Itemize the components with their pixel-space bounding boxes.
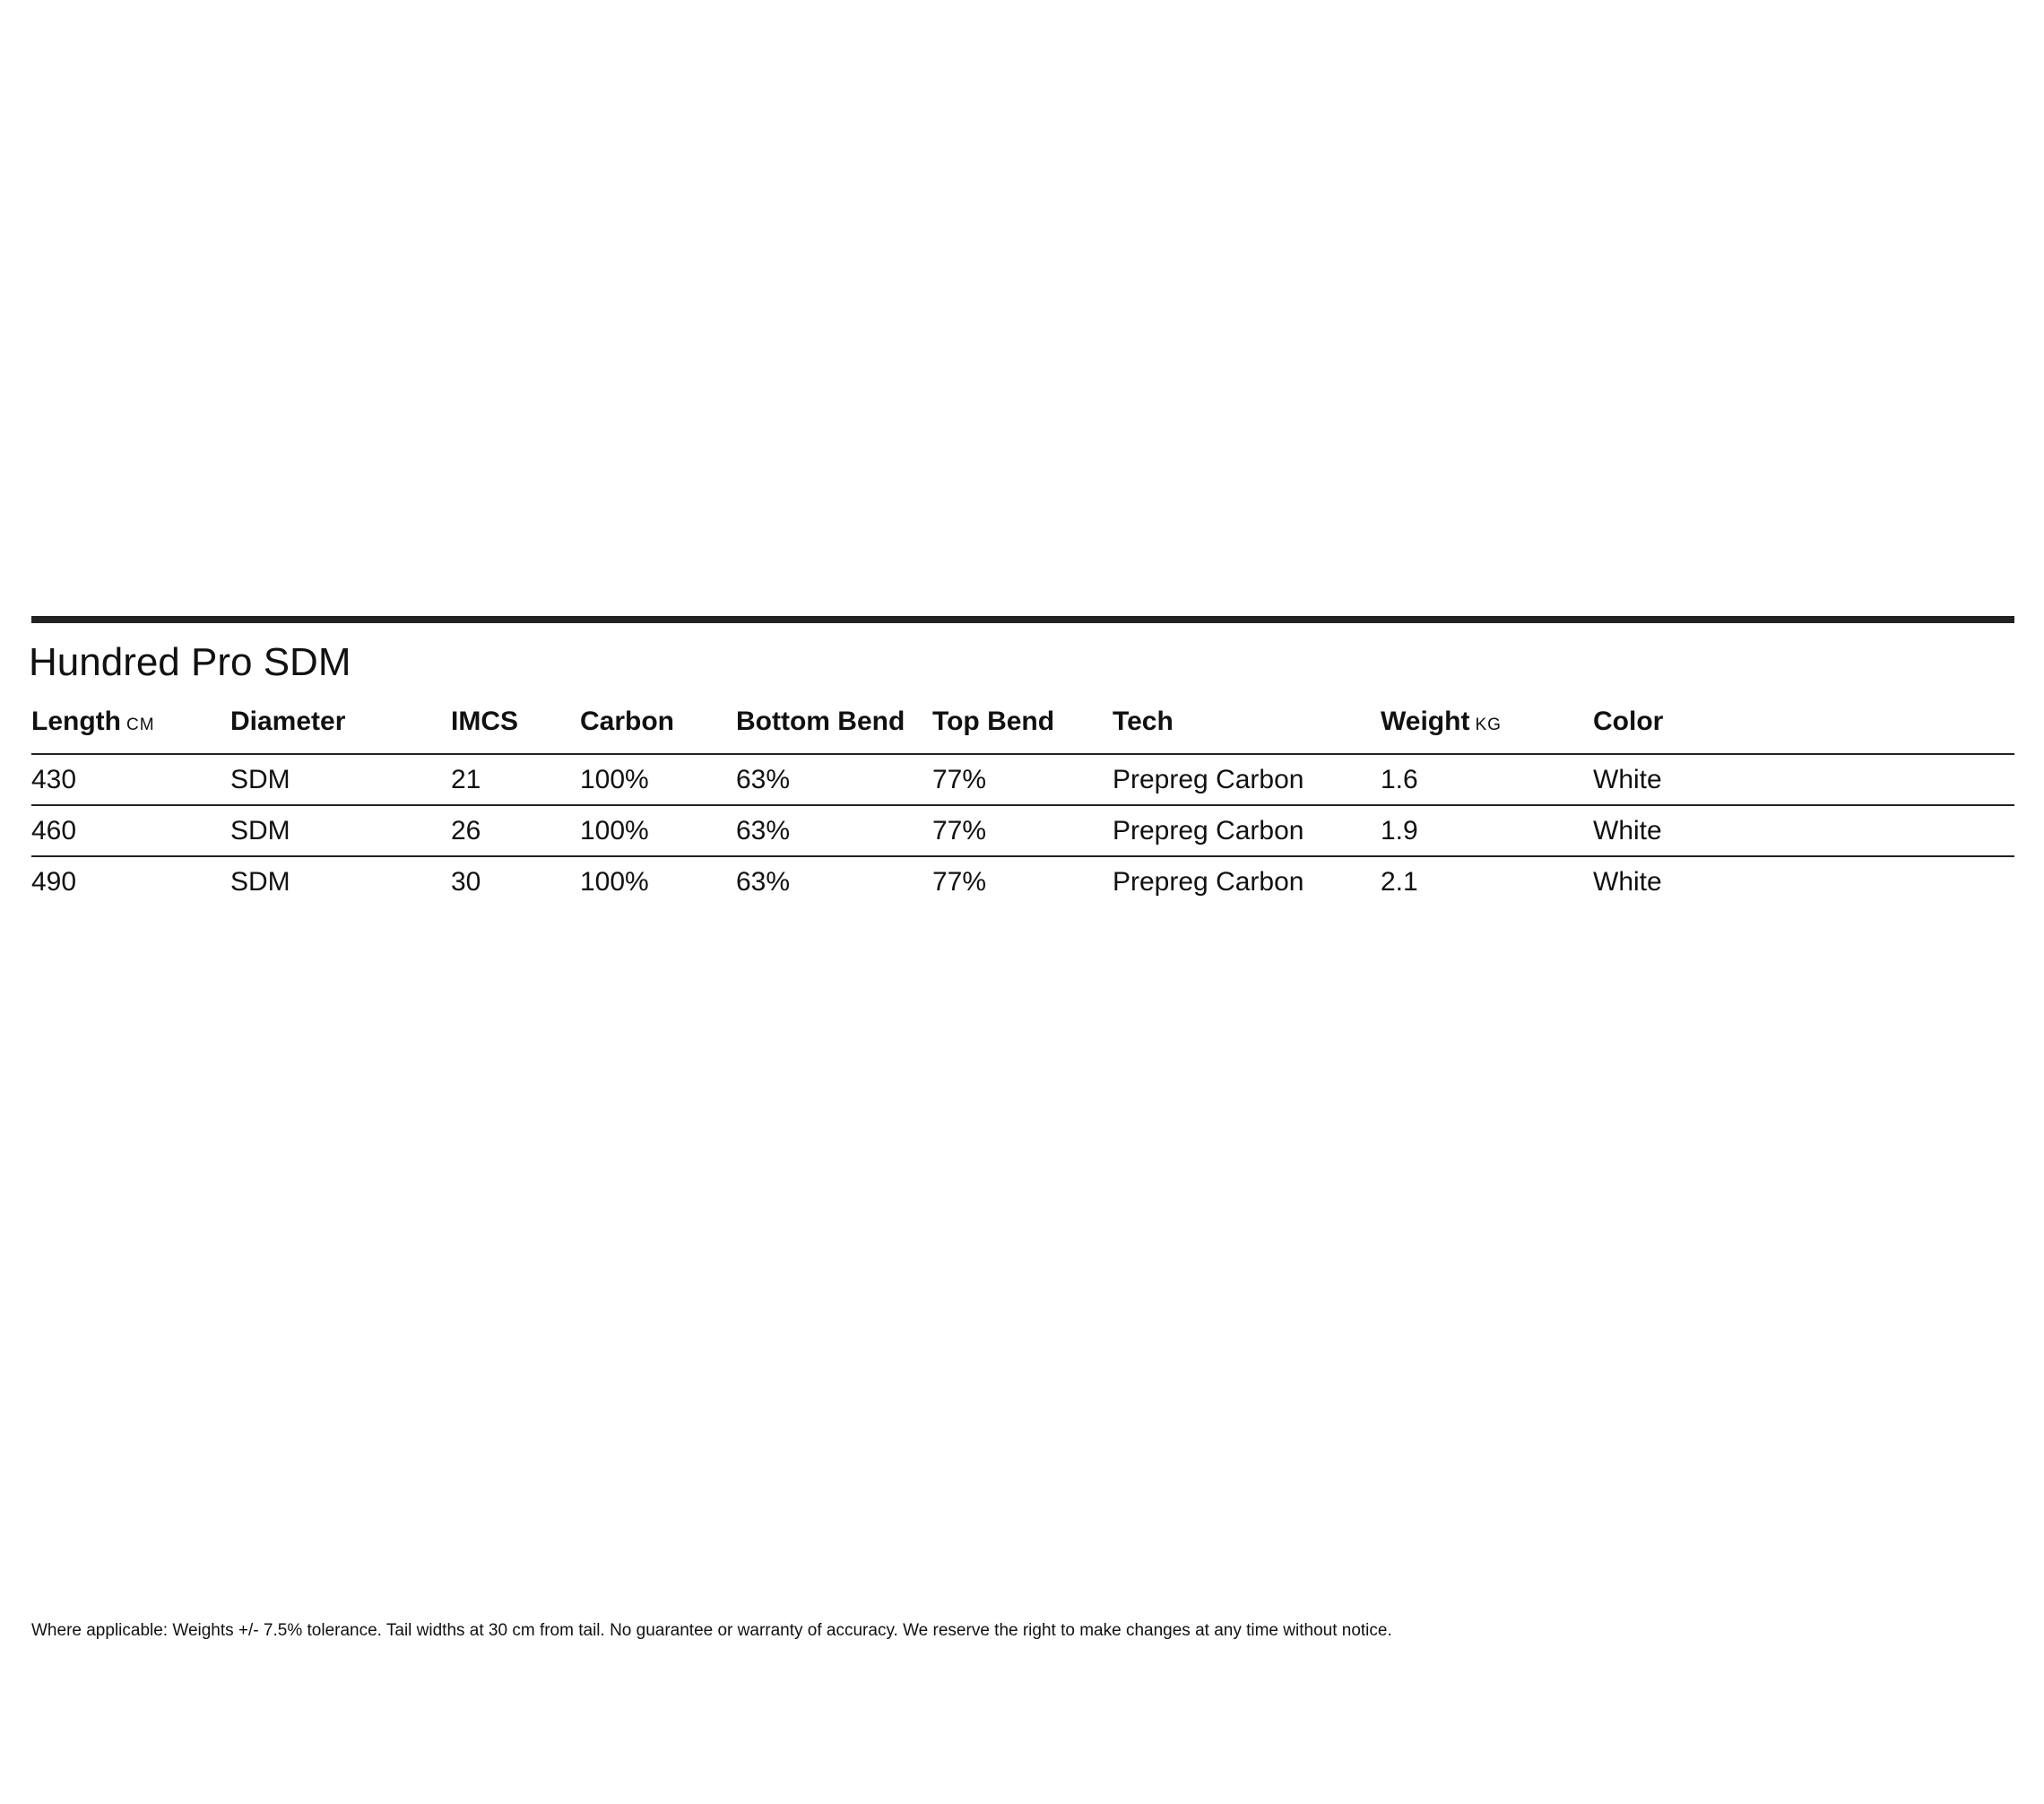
cell-bottom-bend: 63% — [736, 754, 932, 805]
cell-tech: Prepreg Carbon — [1113, 805, 1381, 856]
column-header-color: Color — [1593, 701, 2014, 754]
cell-length: 490 — [31, 866, 77, 897]
cell-diameter: SDM — [230, 754, 451, 805]
table-row — [31, 805, 2014, 856]
column-header-bottom-bend: Bottom Bend — [736, 701, 932, 754]
cell-imcs: 26 — [451, 805, 580, 856]
table-row — [31, 754, 2014, 805]
cell-imcs: 21 — [451, 754, 580, 805]
table-header-row — [31, 701, 2014, 754]
disclaimer-footnote: Where applicable: Weights +/- 7.5% tolerance. Tail widths at 30 cm from tail. No guarantee or warranty of accuracy. We reserve the right to make changes at any time without notice. — [31, 1621, 1392, 1640]
spec-block — [31, 616, 2014, 906]
cell-color: White — [1593, 754, 2014, 805]
cell-diameter: SDM — [230, 866, 290, 897]
column-header-top-bend: Top Bend — [932, 701, 1113, 754]
cell-tech: Prepreg Carbon — [1113, 754, 1381, 805]
product-title: Hundred Pro SDM — [29, 640, 351, 684]
column-header-diameter: Diameter — [230, 701, 451, 754]
table-row — [31, 856, 2014, 906]
cell-weight: 1.6 — [1381, 754, 1593, 805]
cell-carbon: 100% — [580, 754, 736, 805]
cell-bottom-bend: 63% — [736, 866, 791, 897]
column-header-length: Length CM — [31, 701, 230, 754]
column-header-weight: Weight KG — [1381, 701, 1593, 754]
spec-table — [31, 701, 2014, 906]
cell-length: 430 — [31, 754, 230, 805]
cell-length: 460 — [31, 805, 230, 856]
cell-top-bend: 77% — [932, 805, 1113, 856]
unit-label: CM — [126, 716, 155, 734]
cell-tech: Prepreg Carbon — [1113, 866, 1304, 897]
cell-carbon: 100% — [580, 805, 736, 856]
cell-carbon: 100% — [580, 866, 649, 897]
cell-color: White — [1593, 866, 1662, 897]
unit-label: KG — [1475, 716, 1502, 734]
cell-weight: 1.9 — [1381, 805, 1593, 856]
column-header-imcs: IMCS — [451, 701, 580, 754]
top-divider — [31, 616, 2014, 623]
cell-bottom-bend: 63% — [736, 805, 932, 856]
cell-top-bend: 77% — [932, 866, 987, 897]
cell-weight: 2.1 — [1381, 866, 1418, 897]
cell-diameter: SDM — [230, 805, 451, 856]
cell-color: White — [1593, 805, 2014, 856]
cell-top-bend: 77% — [932, 754, 1113, 805]
column-header-carbon: Carbon — [580, 701, 736, 754]
cell-imcs: 30 — [451, 866, 481, 897]
column-header-tech: Tech — [1113, 701, 1381, 754]
